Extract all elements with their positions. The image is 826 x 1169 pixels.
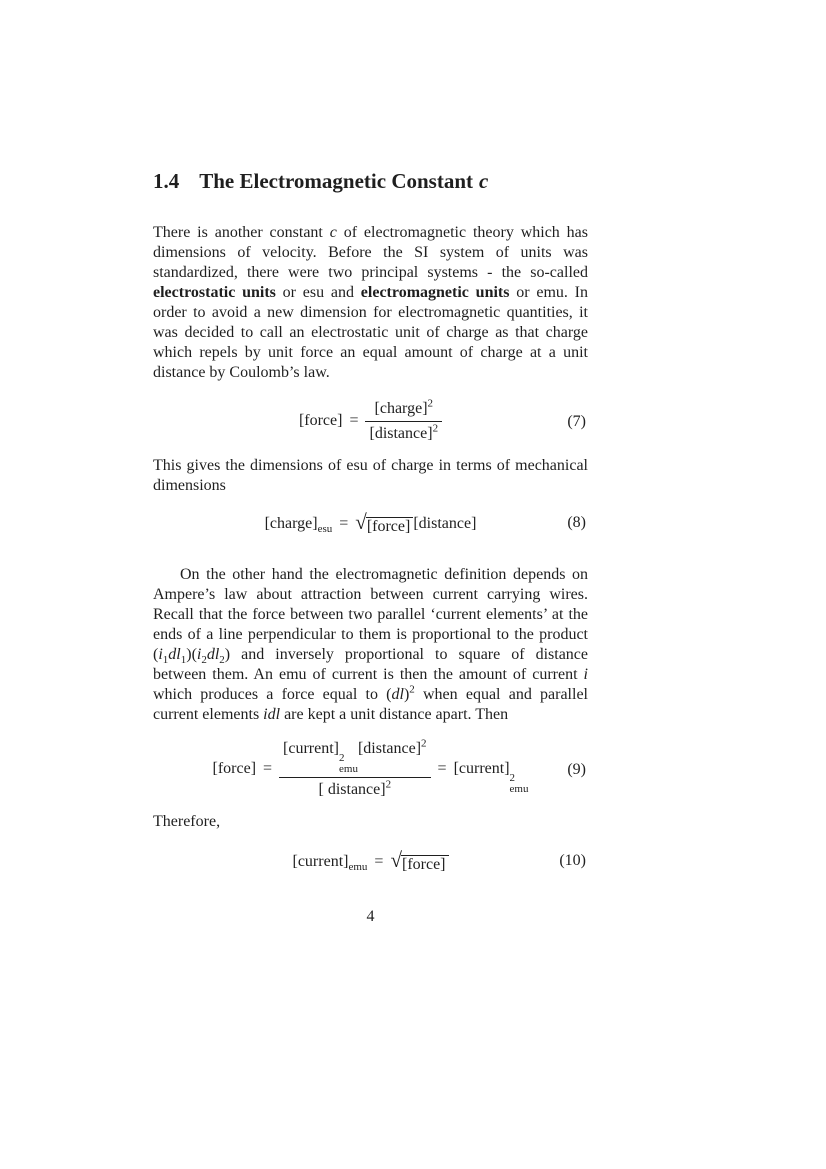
- square-root: [355, 510, 413, 535]
- equation-10-body: [292, 848, 449, 874]
- equation-8-body: [264, 510, 477, 536]
- section-title-symbol: c: [479, 169, 489, 193]
- eq9-numerator-term-b: [distance]: [357, 740, 422, 757]
- eq10-lhs: [current]: [292, 853, 349, 870]
- fraction: [279, 739, 431, 800]
- equation-7-body: [298, 397, 442, 442]
- square-root: [390, 848, 448, 873]
- section-title-label: The Electromagnetic Constant: [199, 169, 473, 193]
- subscript: emu: [348, 861, 368, 874]
- equation-number: (7): [567, 412, 586, 430]
- exponent: 2: [339, 752, 345, 764]
- equals-sign: =: [339, 515, 349, 532]
- radical-sign: √: [390, 848, 402, 872]
- subscript: emu: [509, 783, 529, 796]
- section-number: 1.4: [153, 169, 180, 193]
- section-title: [153, 170, 588, 193]
- paragraph-therefore: Therefore,: [153, 813, 221, 830]
- page-number: 4: [366, 908, 375, 925]
- eq9-denominator-term: [ distance]: [318, 781, 386, 798]
- fraction: [365, 399, 442, 444]
- fraction-numerator: [279, 739, 431, 775]
- fraction-numerator: [371, 399, 438, 419]
- eq8-factor: [distance]: [413, 515, 477, 532]
- page-content: [153, 170, 588, 873]
- equation-number: (8): [567, 513, 586, 531]
- equation-9-body: [212, 737, 529, 798]
- subscript: emu: [339, 763, 358, 775]
- eq7-numerator-term: [charge]: [374, 400, 428, 417]
- equals-sign: =: [349, 412, 359, 430]
- eq8-lhs: [charge]: [264, 515, 318, 532]
- eq9-numerator-term-a: [current]: [283, 740, 340, 757]
- equation-7: [153, 399, 588, 444]
- radicand: [force]: [401, 855, 449, 873]
- paragraph-emu: On the other hand the electromagnetic definition depends on Ampere’s law about attraction between current carrying wires. Recall that the force between two parallel ‘current elements’ at the ends of a line perpendicular to them is proportional to the product $(i_1dl_1)(i_2dl_2)$ and inversely proportional to square of distance between them. An emu of current is then the amount of current i which produces a force equal to (dl)$^2$ when equal and parallel current elements idl are kept a unit distance apart. Then: [153, 566, 588, 723]
- exponent: 2: [509, 772, 516, 785]
- equation-9: [153, 739, 588, 800]
- equals-sign: =: [374, 853, 384, 870]
- equation-8: [153, 510, 588, 535]
- paragraph-intro: There is another constant c of electromagnetic theory which has dimensions of velocity. Before the SI system of units was standardized, there were two principal systems - the so-called electrostatic units or esu and electromagnetic units or emu. In order to avoid a new dimension for electromagnetic quantities, it was decided to call an electrostatic unit of charge as that charge which repels by unit force an equal amount of charge at a unit distance by Coulomb’s law.: [153, 224, 589, 381]
- equals-sign: =: [437, 760, 447, 778]
- section-title-text: [199, 170, 488, 193]
- subscript: esu: [317, 523, 333, 536]
- eq9-lhs: [force]: [212, 760, 257, 778]
- equation-number: (9): [567, 760, 586, 778]
- equation-10: [153, 848, 588, 873]
- radical-sign: √: [355, 510, 367, 534]
- equals-sign: =: [263, 760, 273, 778]
- fraction-denominator: [315, 780, 396, 800]
- exponent: 2: [385, 778, 392, 791]
- sup-sub-stack: [339, 753, 358, 775]
- eq9-rhs: [current]: [453, 760, 510, 778]
- fraction-bar: [279, 777, 431, 778]
- eq7-denominator-term: [distance]: [369, 425, 433, 442]
- eq7-lhs: [force]: [298, 412, 343, 430]
- sup-sub-stack: [510, 773, 529, 795]
- radicand: [force]: [366, 517, 414, 535]
- paragraph-gives: This gives the dimensions of esu of charge in terms of mechanical dimensions: [153, 457, 588, 494]
- fraction-denominator: [365, 424, 442, 444]
- exponent: 2: [421, 737, 427, 750]
- equation-number: (10): [559, 851, 586, 869]
- fraction-bar: [365, 421, 442, 422]
- exponent: 2: [432, 422, 439, 435]
- exponent: 2: [427, 397, 434, 410]
